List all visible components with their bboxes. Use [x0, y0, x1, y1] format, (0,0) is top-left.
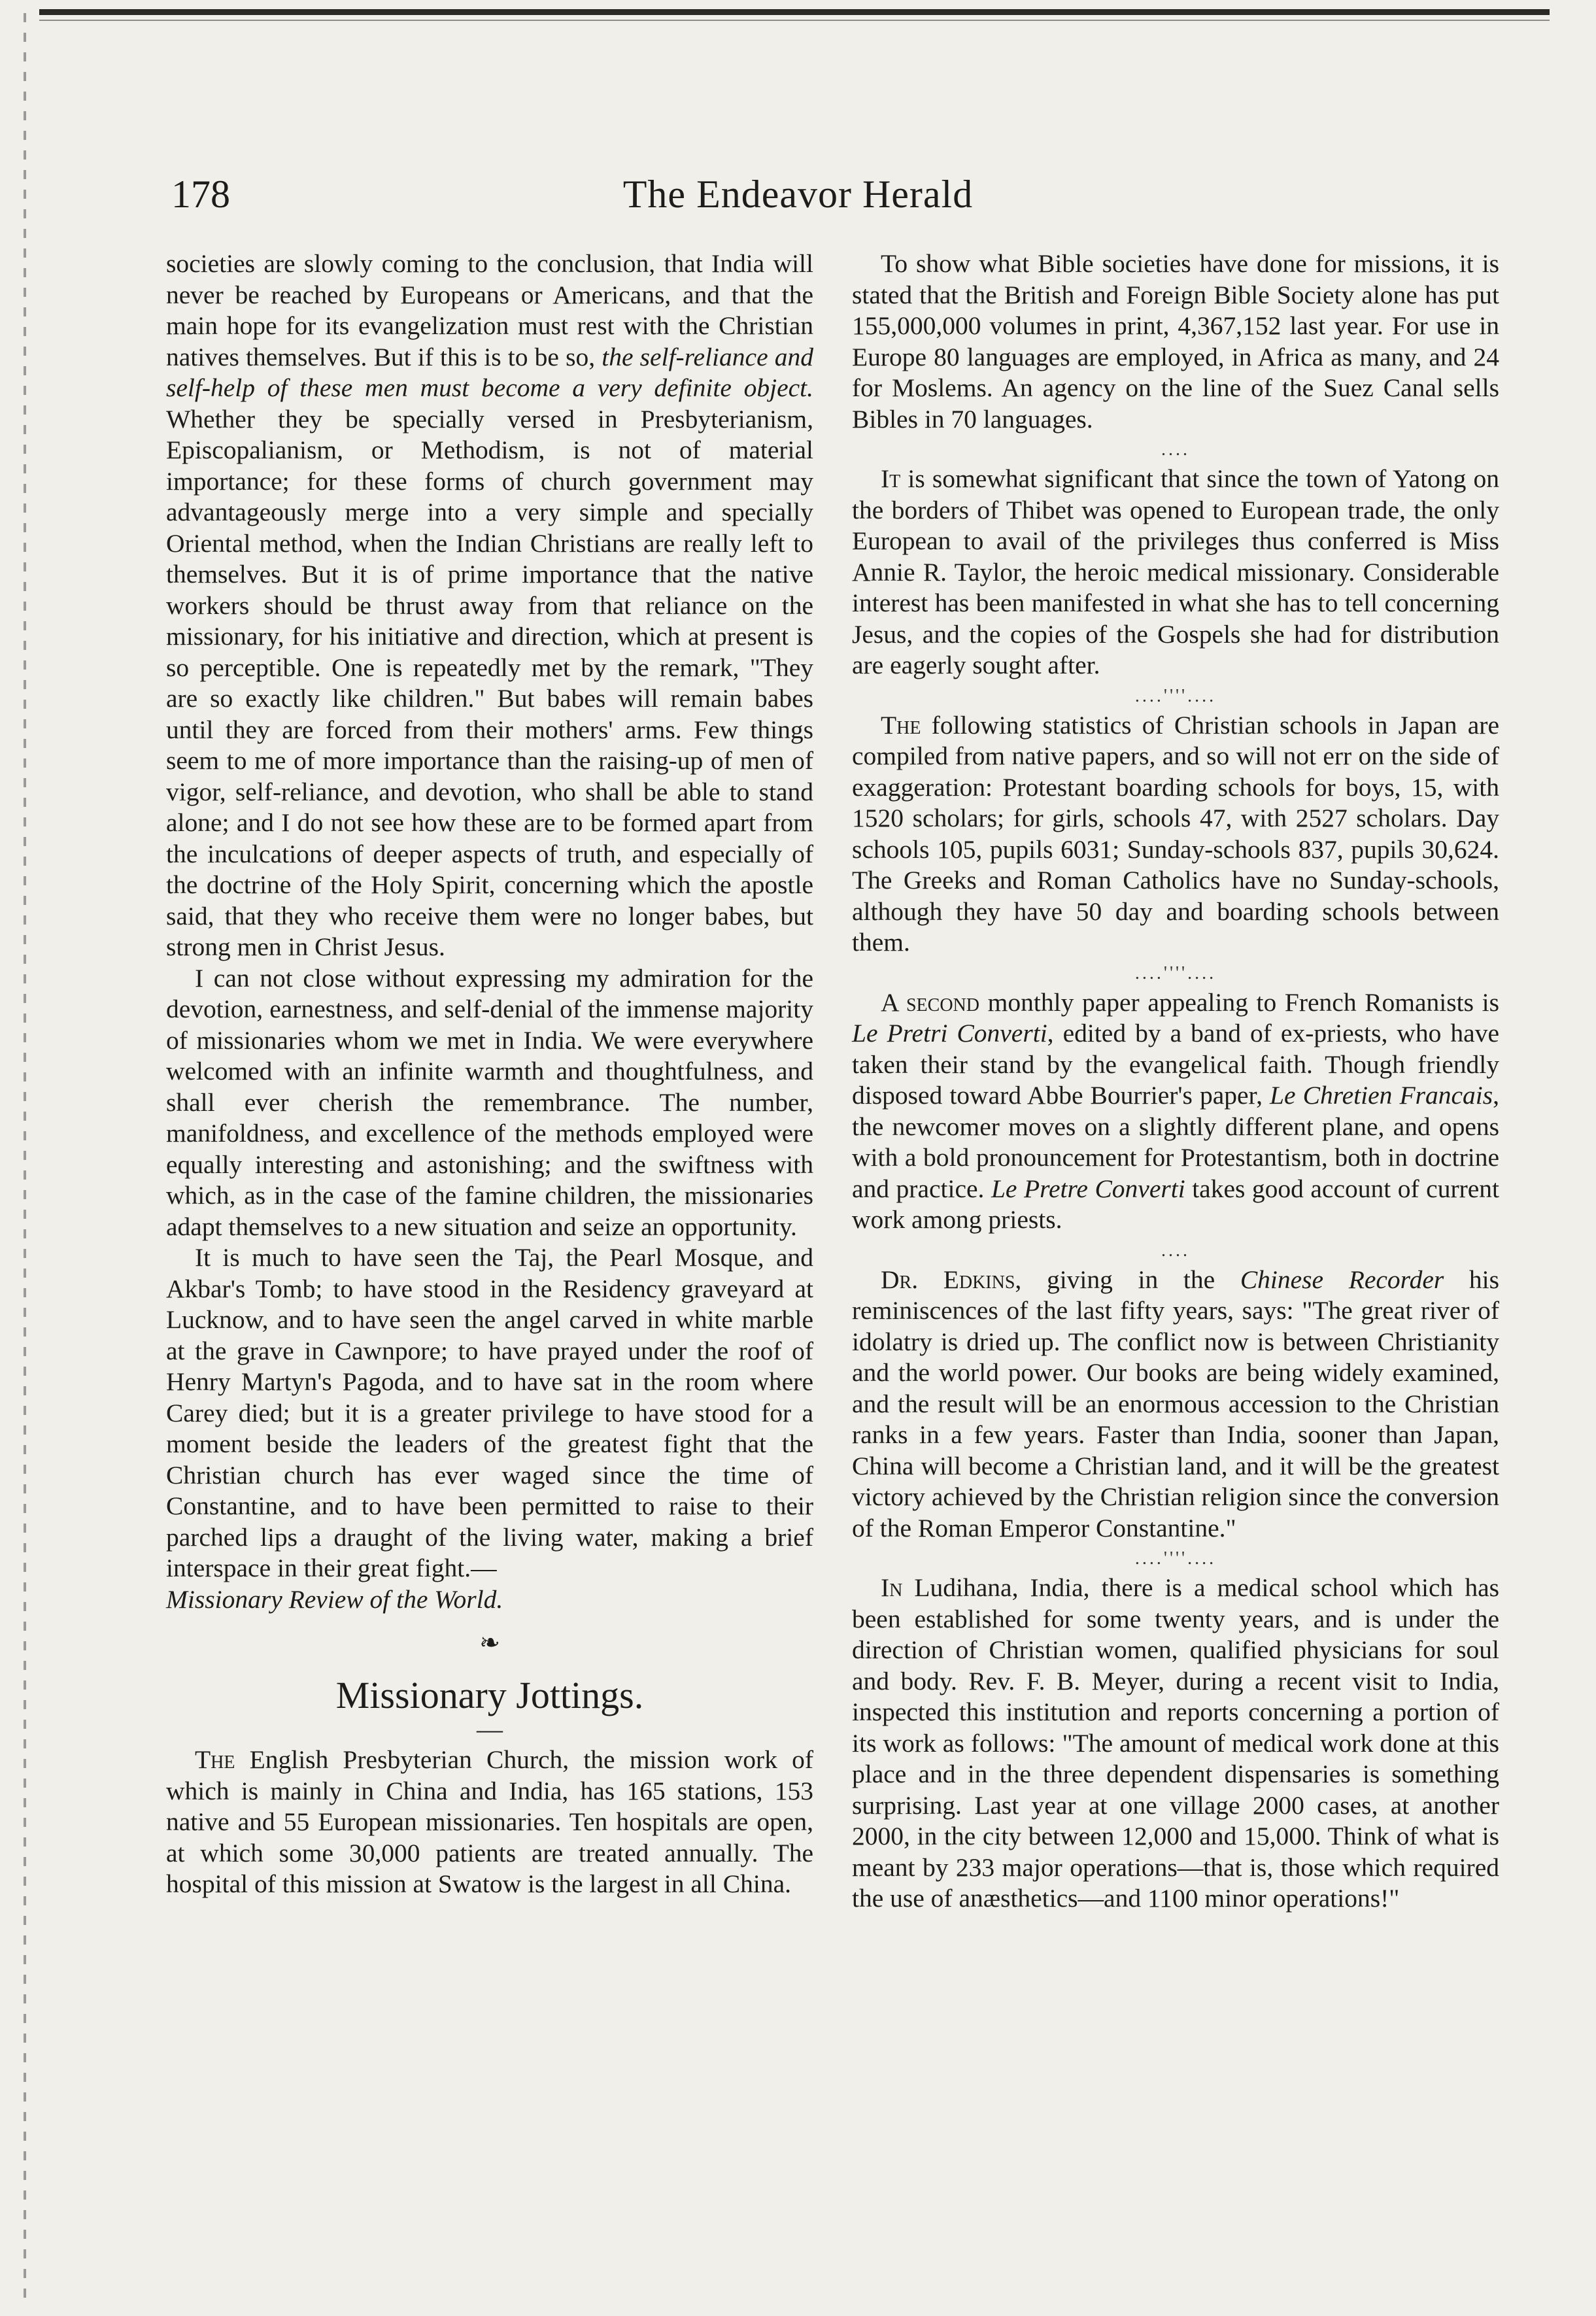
separator: ....''''....	[1134, 1548, 1217, 1569]
separator: ....''''....	[1134, 962, 1217, 983]
paragraph: I can not close without expressing my admiration for the devotion, earnestness, and self-denial of the immense majority of missionaries whom we met in India. We were everywhere welcomed with an infinite warmth and thoughtfulness, and shall ever cherish the remembrance. The number, manifoldness, and excellence of the methods employed were equally interesting and astonishing; and the swiftness with which, as in the case of the famine children, the missionaries adapt themselves to a new situation and seize an opportunity.	[166, 963, 813, 1241]
page-number: 178	[171, 173, 230, 216]
separator: ....''''....	[1134, 685, 1217, 706]
jotting: A second monthly paper appealing to French Romanists is Le Pretri Converti, edited by a band of ex-priests, who have taken their stand by the evangelical faith. Though friendly disposed toward Abbe Bourrier's paper, Le Chretien Francais, the newcomer moves on a slightly different plane, and opens with a bold pronouncement for Protestantism, both in doctrine and practice. Le Pretre Converti takes good account of current work among priests.	[852, 987, 1500, 1234]
running-head: The Endeavor Herald	[622, 173, 974, 216]
top-rule	[39, 9, 1550, 15]
left-column	[166, 248, 813, 1900]
jotting: The English Presbyterian Church, the mission work of which is mainly in China and India, has 165 stations, 153 native and 55 European missionaries. Ten hospitals are open, at which some 30,000 patients are treated annually. The hospital of this mission at Swatow is the largest in all China.	[166, 1745, 813, 1898]
separator: ....	[1161, 439, 1190, 460]
jotting: The following statistics of Christian schools in Japan are compiled from native papers, and so will not err on the side of exaggeration: Protestant boarding schools for boys, 15, with 1520 scholars; for girls, schools 47, with 2527 scholars. Day schools 105, pupils 6031; Sunday-schools 837, pupils 30,624. The Greeks and Roman Catholics have no Sunday-schools, although they have 50 day and boarding schools between them.	[852, 710, 1499, 957]
ornament-icon: ❧	[479, 1629, 500, 1657]
top-rule-thin	[39, 20, 1550, 21]
section-dash: —	[477, 1714, 503, 1744]
left-border	[24, 13, 26, 2302]
separator: ....	[1161, 1240, 1190, 1261]
section-title: Missionary Jottings.	[335, 1674, 644, 1716]
jotting: It is somewhat significant that since the town of Yatong on the borders of Thibet was opened to European trade, the only European to avail of the privileges thus conferred is Miss Annie R. Taylor, the heroic medical missionary. Considerable interest has been manifested in what she has to tell concerning Jesus, and the copies of the Gospels she had for distribution are eagerly sought after.	[852, 464, 1499, 679]
paragraph: societies are slowly coming to the conclusion, that India will never be reached by Europeans or Americans, and that the main hope for its evangelization must rest with the Christian natives themselves. But if this is to be so, the self-reliance and self-help of these men must become a very definite object. Whether they be specially versed in Presbyterianism, Episcopalianism, or Methodism, is not of material importance; for these forms of church government may advantageously merge into a very simple and specially Oriental method, when the Indian Christians are really left to themselves. But it is of prime importance that the native workers should be thrust away from that reliance on the missionary, for his initiative and direction, which at present is so perceptible. One is repeatedly met by the remark, "They are so exactly like children." But babes will remain babes until they are forced from their mothers' arms. Few things seem to me of more importance than the raising-up of men of vigor, self-reliance, and devotion, who shall be able to stand alone; and I do not see how these are to be formed apart from the inculcations of deeper aspects of truth, and especially of the doctrine of the Holy Spirit, concerning which the apostle said, that they who receive them were no longer babes, but strong men in Christ Jesus.	[166, 249, 813, 961]
jotting: To show what Bible societies have done for missions, it is stated that the British and Foreign Bible Society alone has put 155,000,000 volumes in print, 4,367,152 last year. For use in Europe 80 languages are employed, in Africa as many, and 24 for Moslems. An agency on the line of the Suez Canal sells Bibles in 70 languages.	[852, 249, 1499, 434]
right-column	[852, 248, 1499, 1915]
attribution: Missionary Review of the World.	[166, 1584, 503, 1614]
jotting: In Ludihana, India, there is a medical school which has been established for some twenty years, and is under the direction of Christian women, qualified physicians for soul and body. Rev. F. B. Meyer, during a recent visit to India, inspected this institution and reports concerning a portion of its work as follows: "The amount of medical work done at this place and in the three dependent dispensaries is something surprising. Last year at one village 2000 cases, at another 2000, in the city between 12,000 and 15,000. Think of what is meant by 233 major operations—that is, those which required the use of anæsthetics—and 1100 minor operations!"	[852, 1573, 1499, 1913]
paragraph: It is much to have seen the Taj, the Pearl Mosque, and Akbar's Tomb; to have stood in the Residency graveyard at Lucknow, and to have seen the angel carved in white marble at the grave in Cawnpore; to have prayed under the roof of Henry Martyn's Pagoda, and to have sat in the room where Carey died; but it is a greater privilege to have stood for a moment beside the leaders of the greatest fight that the Christian church has ever waged since the time of Constantine, and to have been permitted to raise to their parched lips a draught of the living water, making a brief interspace in their great fight.—	[166, 1243, 813, 1582]
jotting: Dr. Edkins, giving in the Chinese Recorder his reminiscences of the last fifty years, says: "The great river of idolatry is dried up. The conflict now is between Christianity and the world power. Our books are being widely examined, and the result will be an enormous accession to the Christian ranks in a few years. Faster than India, sooner than Japan, China will become a Christian land, and it will be the greatest victory achieved by the Christian religion since the conversion of the Roman Emperor Constantine."	[852, 1265, 1499, 1542]
